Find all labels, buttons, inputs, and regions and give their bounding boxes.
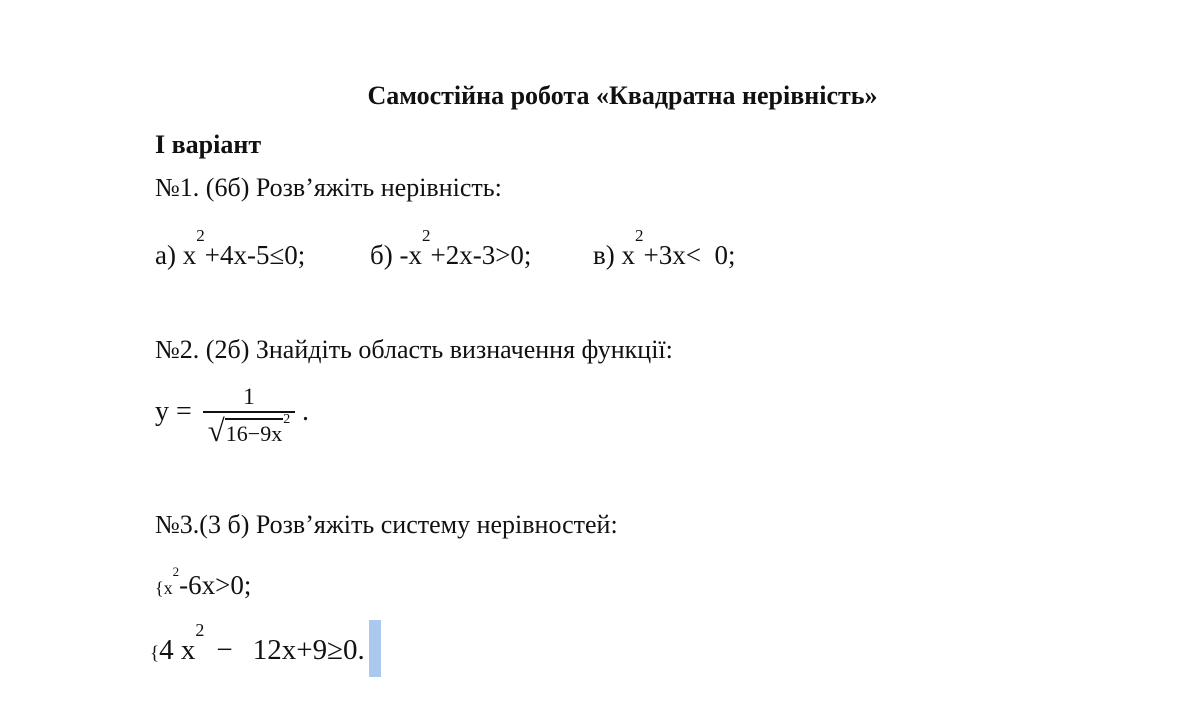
equation-v-base: в) x <box>593 240 635 270</box>
equation-b-exponent: 2 <box>421 226 431 245</box>
fraction-denominator <box>203 414 295 447</box>
formula-lhs: y = <box>155 396 199 427</box>
task3-prompt: №3.(3 б) Розв’яжіть систему нерівностей: <box>155 510 618 539</box>
equation-b-base: б) -x <box>370 240 422 270</box>
task1-equations <box>155 226 1055 284</box>
radicand: 16−9x <box>225 418 283 446</box>
task2-formula <box>155 383 385 457</box>
fraction-numerator: 1 <box>243 384 255 409</box>
radicand-exponent: 2 <box>283 412 291 427</box>
equation-v-rest: +3x< 0; <box>643 240 736 270</box>
equation-a <box>155 226 306 272</box>
system1-rest: -6x>0; <box>179 570 252 600</box>
equation-a-rest: +4x-5≤0; <box>204 240 306 270</box>
task1-prompt: №1. (6б) Розв’яжіть нерівність: <box>155 173 502 202</box>
page-title: Самостійна робота «Квадратна нерівність» <box>367 81 878 110</box>
system2-exponent: 2 <box>195 620 205 640</box>
text-cursor-highlight <box>369 620 381 677</box>
system2-brace: { <box>150 643 160 664</box>
system2-base: 4 x <box>159 634 196 666</box>
equation-v-exponent: 2 <box>635 226 644 245</box>
equation-a-base: а) x <box>155 240 197 270</box>
system-inequality-1 <box>155 564 252 605</box>
system-inequality-2 <box>150 620 381 677</box>
system1-exponent: 2 <box>172 564 180 579</box>
radical-sign: √ <box>207 413 225 448</box>
system1-brace-base: {x <box>155 578 173 598</box>
formula-period: . <box>302 396 309 427</box>
task2-prompt: №2. (2б) Знайдіть область визначення функції: <box>155 335 673 364</box>
system2-minus: − <box>216 634 233 666</box>
variant-heading: І варіант <box>155 130 262 159</box>
equation-b <box>370 226 532 272</box>
system2-rest: 12x+9≥0. <box>252 634 365 666</box>
equation-a-exponent: 2 <box>196 226 205 245</box>
equation-v <box>593 226 736 272</box>
equation-b-rest: +2x-3>0; <box>430 240 532 270</box>
